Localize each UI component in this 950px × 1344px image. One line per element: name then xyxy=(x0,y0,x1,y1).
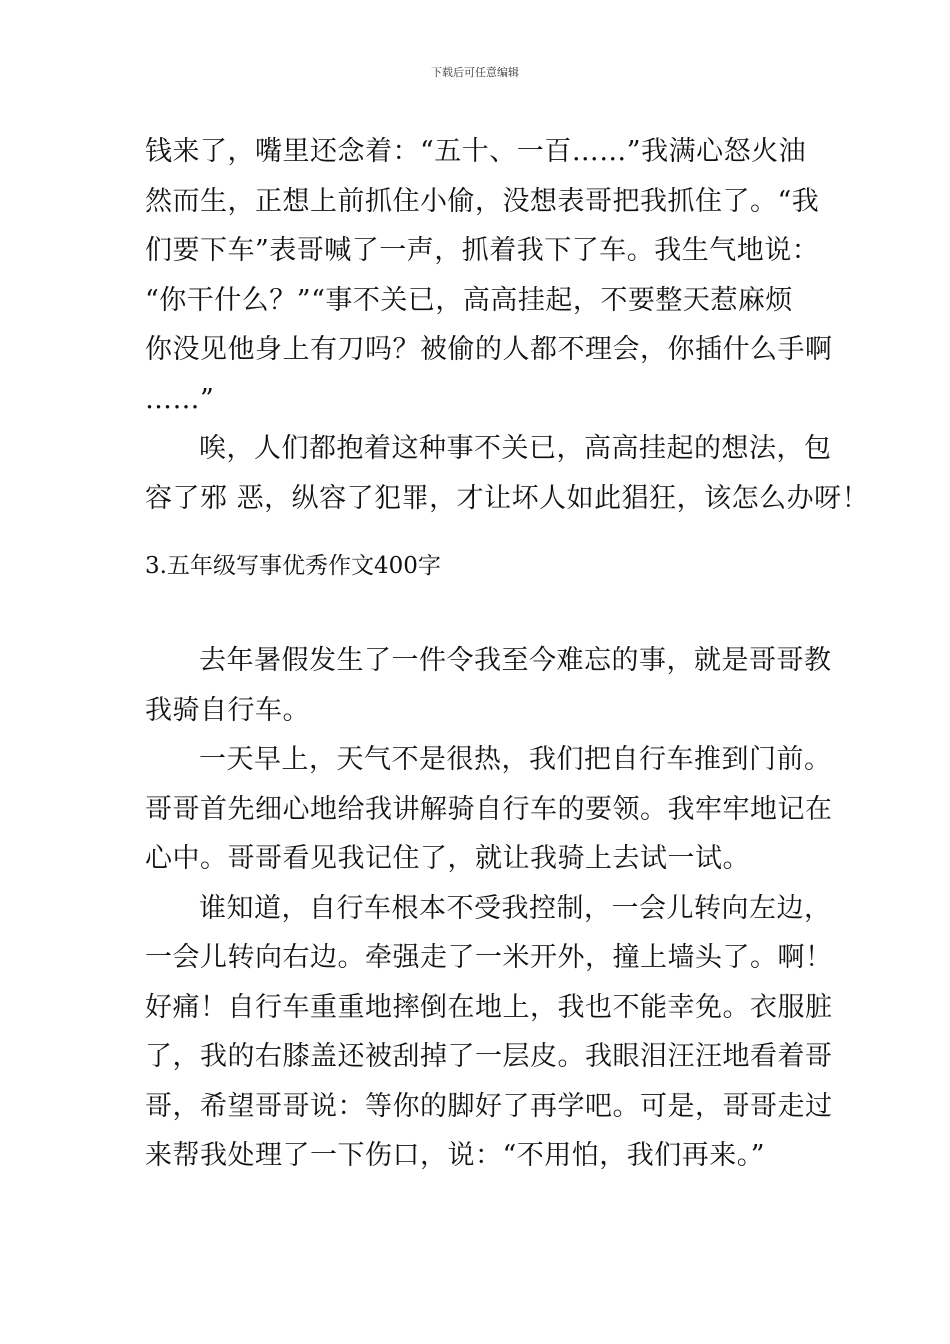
text-line: 心中。哥哥看见我记住了，就让我骑上去试一试。 xyxy=(145,843,750,874)
text-line: 谁知道，自行车根本不受我控制，一会儿转向左边， xyxy=(199,892,832,924)
text-line: 唉，人们都抱着这种事不关已，高高挂起的想法，包 xyxy=(199,433,832,464)
paragraph-reflection xyxy=(145,424,870,523)
text-line: 了，我的右膝盖还被刮掉了一层皮。我眼泪汪汪地看着哥 xyxy=(145,1041,833,1072)
page-header-note: 下载后可任意编辑 xyxy=(431,66,519,79)
paragraph-fall xyxy=(145,884,833,1181)
text-line: 容了邪 恶，纵容了犯罪，才让坏人如此猖狂，该怎么办呀！ xyxy=(145,482,870,514)
document-body xyxy=(145,127,870,1181)
text-line: 们要下车”表哥喊了一声，抓着我下了车。我生气地说： xyxy=(145,235,820,266)
spacer xyxy=(145,523,810,546)
paragraph-story-continuation xyxy=(145,127,833,424)
text-line: 我骑自行车。 xyxy=(145,694,310,726)
text-line: 一天早上，天气不是很热，我们把自行车推到门前。 xyxy=(199,744,832,775)
paragraph-morning xyxy=(145,735,833,884)
text-line: 哥哥首先细心地给我讲解骑自行车的要领。我牢牢地记在 xyxy=(145,793,833,825)
text-line: 你没见他身上有刀吗？被偷的人都不理会，你插什么手啊 xyxy=(145,334,833,365)
text-line: “你干什么？”“事不关已，高高挂起，不要整天惹麻烦 xyxy=(145,284,793,316)
text-line: 哥，希望哥哥说：等你的脚好了再学吧。可是，哥哥走过 xyxy=(145,1090,833,1122)
section-heading: 3.五年级写事优秀作文400字 xyxy=(145,553,441,579)
text-line: 一会儿转向右边。牵强走了一米开外，撞上墙头了。啊！ xyxy=(145,942,833,973)
text-line: 来帮我处理了一下伤口，说：“不用怕，我们再来。” xyxy=(145,1140,766,1171)
text-line: 好痛！自行车重重地摔倒在地上，我也不能幸免。衣服脏 xyxy=(145,991,833,1023)
text-line: ……” xyxy=(145,383,215,415)
spacer xyxy=(145,586,810,636)
paragraph-intro xyxy=(145,636,832,735)
text-line: 钱来了，嘴里还念着：“五十、一百……”我满心怒火油 xyxy=(145,136,807,167)
text-line: 然而生，正想上前抓住小偷，没想表哥把我抓住了。“我 xyxy=(145,185,820,217)
text-line: 去年暑假发生了一件令我至今难忘的事，就是哥哥教 xyxy=(199,645,832,676)
